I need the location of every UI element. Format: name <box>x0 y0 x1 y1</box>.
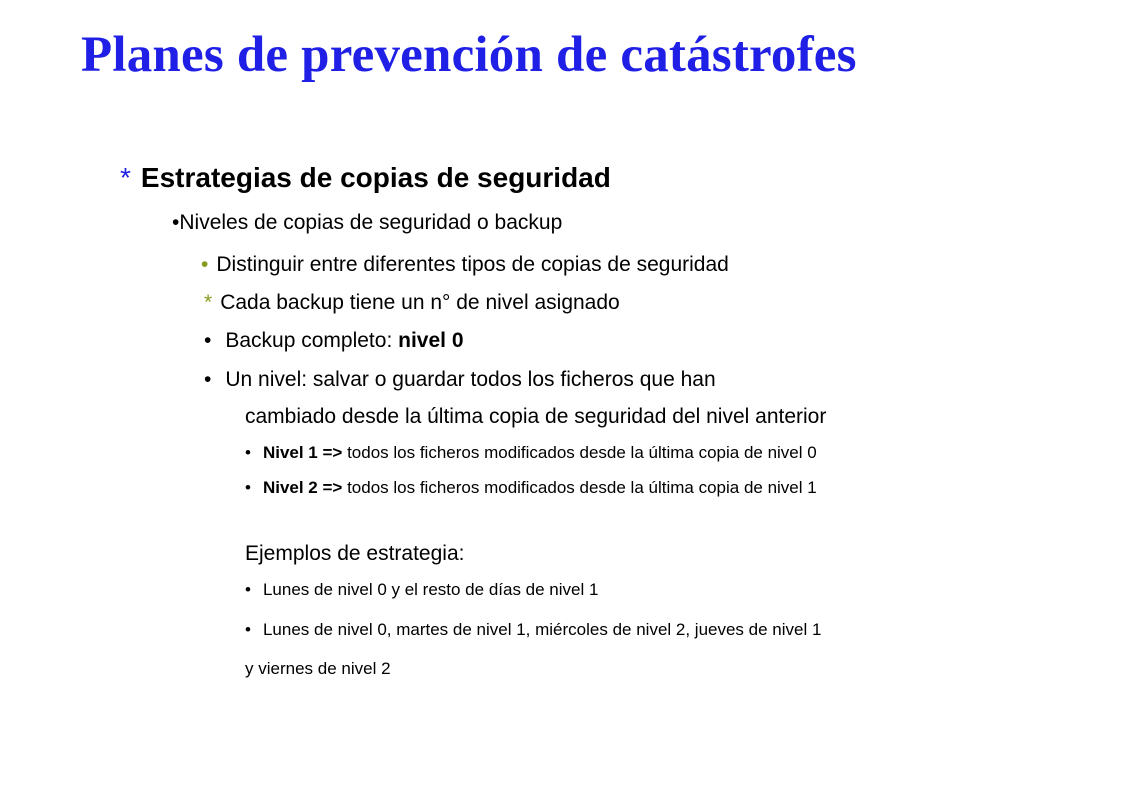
level-1-item <box>245 443 817 463</box>
example-continuation: y viernes de nivel 2 <box>245 659 391 678</box>
level-zero-emphasis: nivel 0 <box>398 329 464 352</box>
list-item-text: Un nivel: salvar o guardar todos los ficheros que han <box>225 368 716 391</box>
example-text: Lunes de nivel 0, martes de nivel 1, miércoles de nivel 2, jueves de nivel 1 <box>262 620 822 639</box>
list-item-text: Distinguir entre diferentes tipos de copias de seguridad <box>216 253 729 276</box>
bullet-icon: • <box>245 443 251 462</box>
list-item-distinguish <box>201 253 729 277</box>
level2-text: Niveles de copias de seguridad o backup <box>179 211 563 234</box>
bullet-icon: • <box>172 211 180 234</box>
level2-item <box>172 211 562 235</box>
bullet-icon: • <box>204 368 212 391</box>
section-heading <box>120 162 611 194</box>
level-label: Nivel 2 => <box>262 478 343 497</box>
bullet-icon: • <box>204 329 212 352</box>
list-item-full-backup <box>204 329 464 353</box>
asterisk-bullet-icon: * <box>204 291 213 314</box>
list-item-one-level <box>204 368 716 392</box>
slide-title: Planes de prevención de catástrofes <box>81 27 857 83</box>
level-2-item <box>245 478 817 498</box>
list-item-one-level-continuation: cambiado desde la última copia de seguridad del nivel anterior <box>245 405 827 428</box>
asterisk-bullet-icon: * <box>120 162 131 193</box>
list-item-text: Backup completo: <box>225 329 399 352</box>
list-item-text: Cada backup tiene un n° de nivel asignado <box>220 291 620 314</box>
level-text: todos los ficheros modificados desde la última copia de nivel 1 <box>342 478 817 497</box>
examples-heading: Ejemplos de estrategia: <box>245 542 465 565</box>
list-item-each-backup <box>204 291 620 315</box>
bullet-icon: • <box>245 478 251 497</box>
bullet-icon: • <box>201 253 209 276</box>
section-heading-text: Estrategias de copias de seguridad <box>140 162 611 193</box>
bullet-icon: • <box>245 580 251 599</box>
level-text: todos los ficheros modificados desde la última copia de nivel 0 <box>342 443 817 462</box>
example-item <box>245 580 598 600</box>
example-item <box>245 620 821 640</box>
example-text: Lunes de nivel 0 y el resto de días de nivel 1 <box>262 580 599 599</box>
bullet-icon: • <box>245 620 251 639</box>
level-label: Nivel 1 => <box>262 443 343 462</box>
